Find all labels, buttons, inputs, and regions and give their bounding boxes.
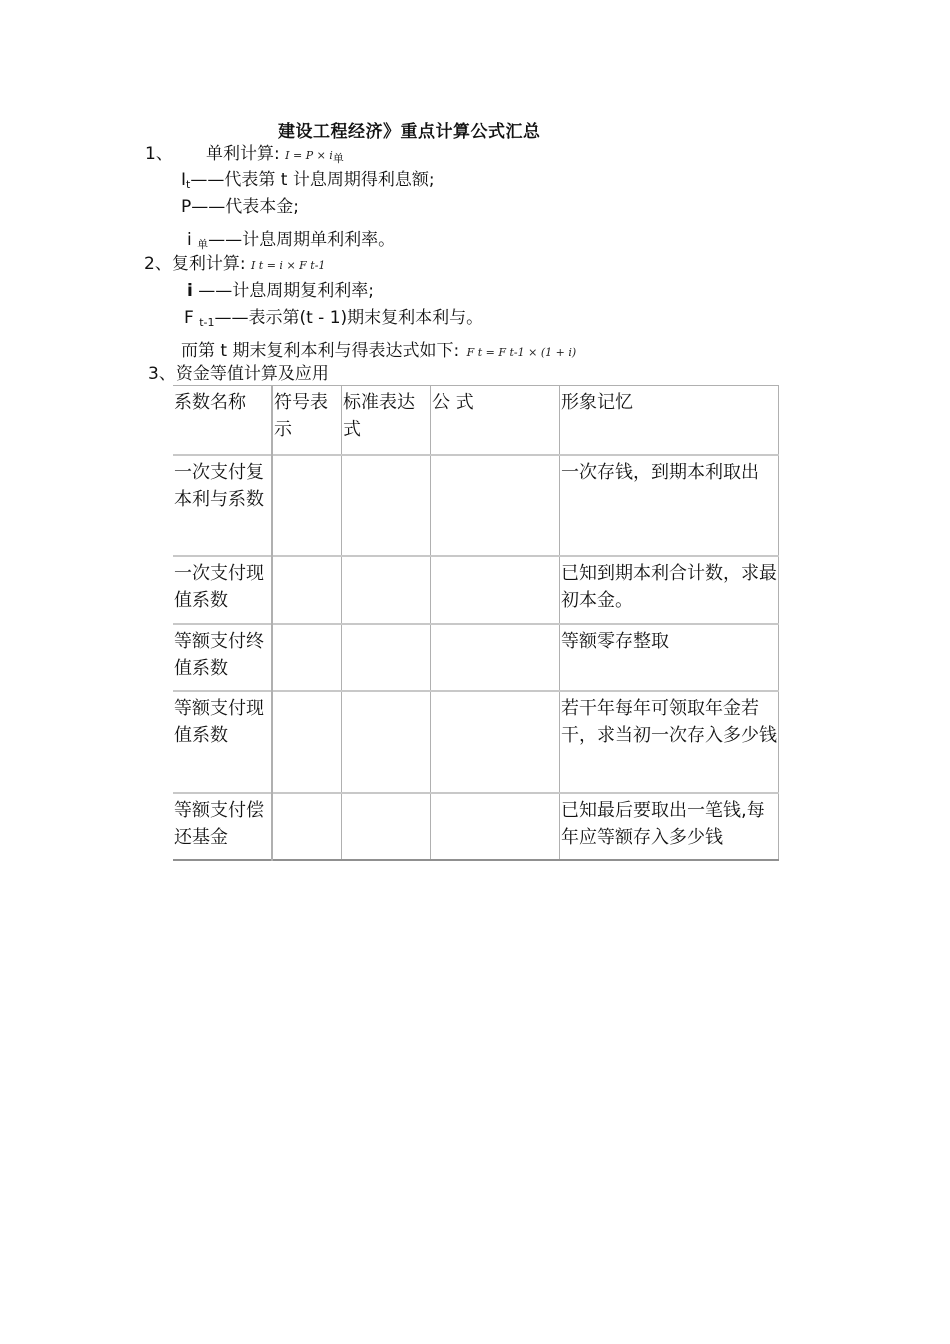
symbol-cell xyxy=(272,793,342,860)
coefficient-name: 等额支付现值系数 xyxy=(174,697,264,746)
table-row xyxy=(173,455,779,556)
definition-text: ——计息周期单利利率。 xyxy=(208,230,396,250)
simple-interest-formula: I = P × i xyxy=(285,149,333,162)
coefficient-name: 等额支付终值系数 xyxy=(174,630,264,679)
section-3-heading: 3、资金等值计算及应用 xyxy=(148,364,329,384)
document-title: 建设工程经济》重点计算公式汇总 xyxy=(278,122,541,142)
definition-symbol: P xyxy=(181,197,192,217)
memory-cell: 一次存钱，到期本利取出 xyxy=(560,455,779,556)
table-header-cell: 形象记忆 xyxy=(560,386,779,455)
definition-interest xyxy=(181,169,435,196)
table-row xyxy=(173,624,779,691)
symbol-cell xyxy=(272,624,342,691)
symbol-cell xyxy=(272,556,342,624)
definition-symbol-sub: t-1 xyxy=(199,316,215,329)
symbol-cell xyxy=(272,455,342,556)
table-header-row xyxy=(173,386,779,455)
table-row xyxy=(173,793,779,860)
compound-interest-formula: I t = i × F t-1 xyxy=(250,259,326,272)
formula-cell xyxy=(431,556,560,624)
table-header-cell: 公 式 xyxy=(431,386,560,455)
memory-cell: 已知到期本利合计数，求最初本金。 xyxy=(560,556,779,624)
formula-cell xyxy=(431,793,560,860)
definition-symbol-sub: 单 xyxy=(197,238,209,251)
standard-expression-cell xyxy=(342,793,431,860)
definition-text: ——代表第 t 计息周期得利息额; xyxy=(190,170,435,190)
definition-symbol: i xyxy=(187,281,193,301)
definition-symbol-sub: t xyxy=(186,178,191,191)
memory-cell: 已知最后要取出一笔钱,每年应等额存入多少钱 xyxy=(560,793,779,860)
table-header-cell: 标准表达式 xyxy=(342,386,431,455)
symbol-cell xyxy=(272,691,342,793)
definition-previous-amount xyxy=(184,307,483,334)
standard-expression-cell xyxy=(342,455,431,556)
formula-cell xyxy=(431,624,560,691)
compound-expression-label: 而第 t 期末复利本利与得表达式如下: xyxy=(181,341,460,361)
equivalence-coefficients-table xyxy=(173,385,779,861)
memory-cell: 等额零存整取 xyxy=(560,624,779,691)
table-header-cell: 系数名称 xyxy=(174,392,246,413)
coefficient-name: 一次支付现值系数 xyxy=(174,562,264,611)
definition-simple-rate xyxy=(187,229,395,256)
definition-text: ——表示第(t - 1)期末复利本利与。 xyxy=(214,308,484,328)
table-header-cell: 符号表示 xyxy=(272,386,342,455)
compound-expression-formula: F t = F t-1 × (1 + i) xyxy=(466,346,577,359)
coefficient-name: 一次支付复本利与系数 xyxy=(174,461,264,510)
standard-expression-cell xyxy=(342,624,431,691)
standard-expression-cell xyxy=(342,556,431,624)
standard-expression-cell xyxy=(342,691,431,793)
compound-expression xyxy=(181,340,576,364)
definition-symbol: F xyxy=(184,308,194,328)
section-2-heading xyxy=(144,253,325,277)
definition-text: ——代表本金; xyxy=(191,197,299,217)
table-row xyxy=(173,691,779,793)
section-1-label: 单利计算: xyxy=(206,144,280,164)
definition-principal xyxy=(181,196,299,218)
formula-cell xyxy=(431,455,560,556)
definition-compound-rate xyxy=(187,280,374,302)
definition-text: ——计息周期复利利率; xyxy=(198,281,374,301)
memory-cell: 若干年每年可领取年金若干，求当初一次存入多少钱 xyxy=(560,691,779,793)
definition-symbol: I xyxy=(181,170,187,190)
coefficient-name: 等额支付偿还基金 xyxy=(174,799,264,848)
formula-cell xyxy=(431,691,560,793)
section-1-heading xyxy=(206,143,344,170)
table-row xyxy=(173,556,779,624)
definition-symbol: i xyxy=(187,230,192,250)
section-2-label: 2、复利计算: xyxy=(144,254,246,274)
simple-interest-formula-sub: 单 xyxy=(332,152,344,165)
section-1-number: 1、 xyxy=(145,144,173,164)
